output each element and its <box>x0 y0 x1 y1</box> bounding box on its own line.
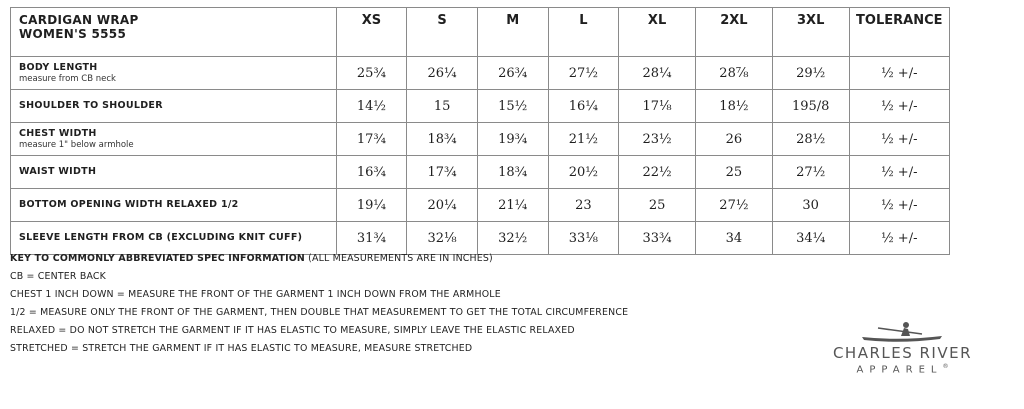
measurement-value: 23 <box>548 189 619 222</box>
tolerance-cell: ½ +/- <box>849 90 949 123</box>
tolerance-cell: ½ +/- <box>849 156 949 189</box>
key-title: KEY TO COMMONLY ABBREVIATED SPEC INFORMATION <box>10 253 305 264</box>
measurement-value: 18¾ <box>477 156 548 189</box>
measurement-value: 19¾ <box>477 123 548 156</box>
measurement-value: 25¾ <box>336 57 407 90</box>
measurement-value: 33⅛ <box>548 222 619 255</box>
tolerance-cell: ½ +/- <box>849 189 949 222</box>
size-header-s: S <box>407 8 478 57</box>
measurement-value: 26¼ <box>407 57 478 90</box>
measurement-value: 20¼ <box>407 189 478 222</box>
measurement-value: 16¼ <box>548 90 619 123</box>
measurement-value: 34¼ <box>772 222 849 255</box>
measurement-value: 28⅞ <box>695 57 772 90</box>
table-row <box>11 123 950 156</box>
measurement-value: 14½ <box>336 90 407 123</box>
measurement-value: 32⅛ <box>407 222 478 255</box>
measurement-value: 19¼ <box>336 189 407 222</box>
tolerance-cell: ½ +/- <box>849 57 949 90</box>
brand-name: CHARLES RIVER <box>832 344 973 362</box>
measurement-label-cell <box>11 90 337 123</box>
brand-subtitle-text: APPAREL <box>856 364 943 376</box>
spec-key <box>10 250 628 358</box>
key-line: CHEST 1 INCH DOWN = MEASURE THE FRONT OF THE GARMENT 1 INCH DOWN FROM THE ARMHOLE <box>10 289 501 300</box>
measurement-label-cell <box>11 123 337 156</box>
header-row <box>11 8 950 57</box>
table-row <box>11 57 950 90</box>
measurement-value: 28½ <box>772 123 849 156</box>
size-chart-table <box>10 7 950 255</box>
measurement-value: 26 <box>695 123 772 156</box>
chart-title-line: WOMEN'S 5555 <box>19 27 127 41</box>
measurement-note: measure from CB neck <box>19 73 116 84</box>
measurement-value: 27½ <box>548 57 619 90</box>
measurement-value: 17¾ <box>407 156 478 189</box>
measurement-value: 15 <box>407 90 478 123</box>
measurement-value: 29½ <box>772 57 849 90</box>
measurement-label-cell <box>11 57 337 90</box>
measurement-label: SHOULDER TO SHOULDER <box>19 100 163 111</box>
measurement-value: 21½ <box>548 123 619 156</box>
size-header-xs: XS <box>336 8 407 57</box>
table-row <box>11 156 950 189</box>
size-header-m: M <box>477 8 548 57</box>
rower-icon <box>860 320 945 344</box>
measurement-value: 27½ <box>695 189 772 222</box>
measurement-value: 25 <box>695 156 772 189</box>
chart-title <box>11 8 337 57</box>
measurement-value: 25 <box>619 189 696 222</box>
tolerance-cell: ½ +/- <box>849 123 949 156</box>
brand-logo <box>820 320 990 380</box>
table-row <box>11 189 950 222</box>
measurement-label-cell <box>11 156 337 189</box>
brand-subtitle <box>820 363 985 375</box>
measurement-value: 32½ <box>477 222 548 255</box>
table-row <box>11 90 950 123</box>
key-line: 1/2 = MEASURE ONLY THE FRONT OF THE GARMENT, THEN DOUBLE THAT MEASUREMENT TO GET THE TOTAL CIRCUMFERENCE <box>10 307 629 318</box>
measurement-value: 28¼ <box>619 57 696 90</box>
key-line: RELAXED = DO NOT STRETCH THE GARMENT IF IT HAS ELASTIC TO MEASURE, SIMPLY LEAVE THE ELASTIC RELAXED <box>10 325 575 336</box>
measurement-value: 21¼ <box>477 189 548 222</box>
size-header-l: L <box>548 8 619 57</box>
measurement-value: 18½ <box>695 90 772 123</box>
measurement-value: 195/8 <box>772 90 849 123</box>
measurement-value: 26¾ <box>477 57 548 90</box>
measurement-value: 33¾ <box>619 222 696 255</box>
measurement-value: 16¾ <box>336 156 407 189</box>
measurement-label-cell <box>11 189 337 222</box>
measurement-value: 27½ <box>772 156 849 189</box>
measurement-value: 18¾ <box>407 123 478 156</box>
registered-mark: ® <box>942 363 949 370</box>
measurement-value: 20½ <box>548 156 619 189</box>
size-header-tolerance: TOLERANCE <box>849 8 949 57</box>
measurement-value: 17⅛ <box>619 90 696 123</box>
chart-title-line: CARDIGAN WRAP <box>19 13 139 27</box>
measurement-label: CHEST WIDTH <box>19 127 97 139</box>
measurement-value: 31¾ <box>336 222 407 255</box>
measurement-label: WAIST WIDTH <box>19 166 97 177</box>
measurement-label: SLEEVE LENGTH FROM CB (EXCLUDING KNIT CUFF) <box>19 232 303 243</box>
measurement-value: 34 <box>695 222 772 255</box>
measurement-value: 17¾ <box>336 123 407 156</box>
measurement-label: BODY LENGTH <box>19 61 98 73</box>
key-line: CB = CENTER BACK <box>10 271 106 282</box>
tolerance-cell: ½ +/- <box>849 222 949 255</box>
measurement-value: 22½ <box>619 156 696 189</box>
size-header-xl: XL <box>619 8 696 57</box>
key-line: STRETCHED = STRETCH THE GARMENT IF IT HAS ELASTIC TO MEASURE, MEASURE STRETCHED <box>10 343 473 354</box>
measurement-value: 30 <box>772 189 849 222</box>
measurement-value: 23½ <box>619 123 696 156</box>
measurement-note: measure 1" below armhole <box>19 139 134 150</box>
measurement-label: BOTTOM OPENING WIDTH RELAXED 1/2 <box>19 199 239 210</box>
size-header-2xl: 2XL <box>695 8 772 57</box>
measurement-value: 15½ <box>477 90 548 123</box>
size-header-3xl: 3XL <box>772 8 849 57</box>
key-title-note: (ALL MEASUREMENTS ARE IN INCHES) <box>304 253 493 264</box>
key-heading <box>10 250 628 268</box>
table-body <box>11 57 950 255</box>
